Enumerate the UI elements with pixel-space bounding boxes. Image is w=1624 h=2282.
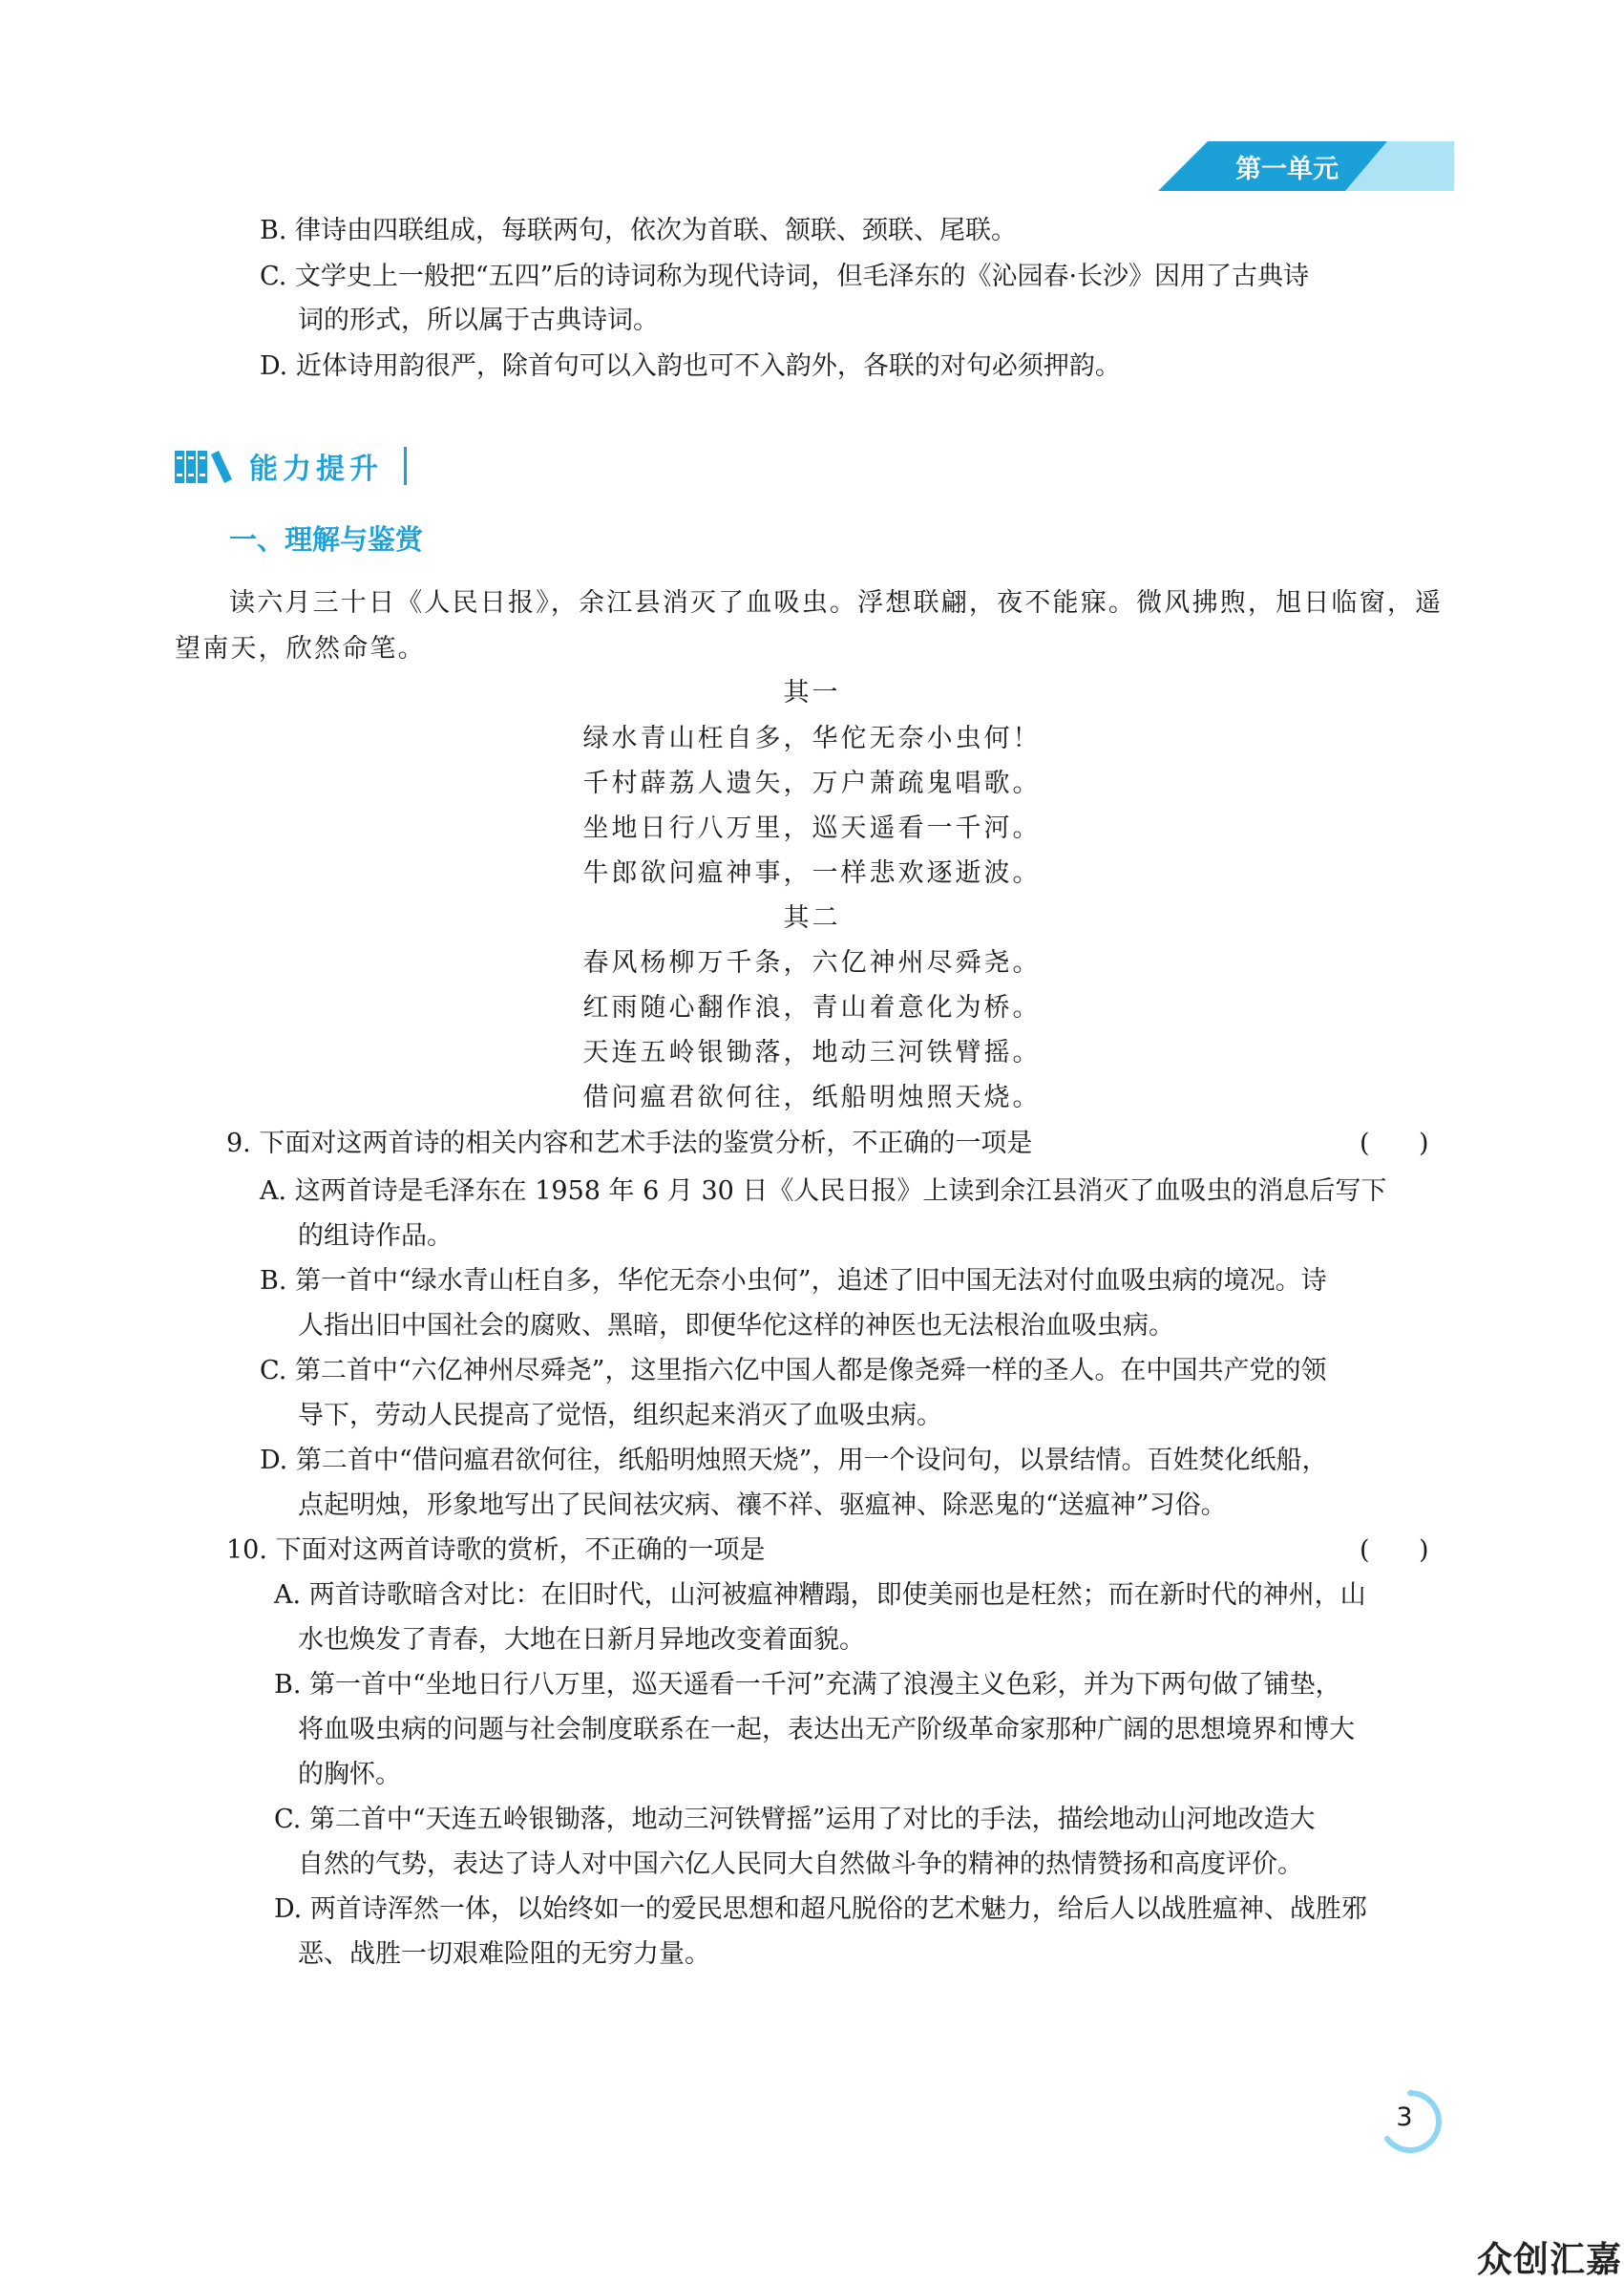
preface-line-1: 读六月三十日《人民日报》，余江县消灭了血吸虫。浮想联翩，夜不能寐。微风拂煦，旭日临窗，遥 — [229, 588, 1444, 618]
page-number: 3 — [1396, 2102, 1413, 2132]
poem1-line: 千村薜荔人遗矢，万户萧疏鬼唱歌。 — [582, 769, 1042, 798]
q10-option-c-cont: 自然的气势，表达了诗人对中国六亿人民同大自然做斗争的精神的热情赞扬和高度评价。 — [298, 1849, 1303, 1879]
poem2-line: 春风杨柳万千条，六亿神州尽舜尧。 — [582, 948, 1042, 978]
q10-answer-blank[interactable]: ( ) — [1360, 1535, 1429, 1565]
section-heading — [175, 441, 423, 487]
q9-option-a-cont: 的组诗作品。 — [298, 1221, 453, 1251]
poem2-line: 红雨随心翻作浪，青山着意化为桥。 — [582, 993, 1042, 1023]
q9-option-b-cont: 人指出旧中国社会的腐败、黑暗，即便华佗这样的神医也无法根治血吸虫病。 — [298, 1311, 1174, 1341]
prev-option-d: D. 近体诗用韵很严，除首句可以入韵也可不入韵外，各联的对句必须押韵。 — [260, 351, 1121, 381]
q10-option-b-cont2: 的胸怀。 — [298, 1760, 401, 1789]
poem2-line: 借问瘟君欲何往，纸船明烛照天烧。 — [582, 1083, 1042, 1112]
unit-label: 第一单元 — [1235, 155, 1339, 184]
q10-option-a: A. 两首诗歌暗含对比：在旧时代，山河被瘟神糟蹋，即使美丽也是枉然；而在新时代的神州，山 — [274, 1580, 1366, 1610]
q10-option-d-cont: 恶、战胜一切艰难险阻的无穷力量。 — [298, 1939, 710, 1969]
q10-option-d: D. 两首诗浑然一体，以始终如一的爱民思想和超凡脱俗的艺术魅力，给后人以战胜瘟神、战胜邪 — [274, 1894, 1367, 1924]
poem1-line: 坐地日行八万里，巡天遥看一千河。 — [582, 813, 1042, 843]
watermark: 众创汇嘉 — [1477, 2239, 1622, 2280]
subsection-title: 一、理解与鉴赏 — [229, 523, 424, 556]
q9-option-c: C. 第二首中“六亿神州尽舜尧”，这里指六亿中国人都是像尧舜一样的圣人。在中国共产党的领 — [260, 1356, 1327, 1385]
q9-option-d-cont: 点起明烛，形象地写出了民间祛灾病、禳不祥、驱瘟神、除恶鬼的“送瘟神”习俗。 — [298, 1490, 1227, 1520]
q10-option-b-cont: 将血吸虫病的问题与社会制度联系在一起，表达出无产阶级革命家那种广阔的思想境界和博大 — [298, 1715, 1355, 1744]
prev-option-b: B. 律诗由四联组成，每联两句，依次为首联、颔联、颈联、尾联。 — [260, 216, 1018, 245]
q9-stem: 9. 下面对这两首诗的相关内容和艺术手法的鉴赏分析，不正确的一项是 — [226, 1129, 1033, 1158]
poem2-title: 其二 — [783, 903, 841, 933]
poem2-line: 天连五岭银锄落，地动三河铁臂摇。 — [582, 1038, 1042, 1067]
poem1-title: 其一 — [783, 678, 841, 708]
q9-option-c-cont: 导下，劳动人民提高了觉悟，组织起来消灭了血吸虫病。 — [298, 1401, 942, 1430]
q10-stem: 10. 下面对这两首诗歌的赏析，不正确的一项是 — [226, 1535, 766, 1565]
q10-option-c: C. 第二首中“天连五岭银锄落，地动三河铁臂摇”运用了对比的手法，描绘地动山河地改造大 — [274, 1805, 1316, 1834]
page-number-badge — [1378, 2089, 1443, 2154]
unit-badge — [1158, 141, 1454, 191]
q10-option-a-cont: 水也焕发了青春，大地在日新月异地改变着面貌。 — [298, 1625, 865, 1655]
preface-line-2: 望南天，欣然命笔。 — [175, 634, 426, 664]
section-title: 能力提升 — [249, 453, 383, 486]
section-divider — [404, 447, 407, 485]
q9-answer-blank[interactable]: ( ) — [1360, 1129, 1429, 1158]
prev-option-c-cont: 词的形式，所以属于古典诗词。 — [298, 306, 659, 335]
q9-option-a: A. 这两首诗是毛泽东在 1958 年 6 月 30 日《人民日报》上读到余江县消灭了血吸虫的消息后写下 — [260, 1176, 1387, 1206]
books-icon — [175, 445, 240, 483]
q9-option-d: D. 第二首中“借问瘟君欲何往，纸船明烛照天烧”，用一个设问句，以景结情。百姓焚化纸船， — [260, 1446, 1328, 1475]
poem1-line: 牛郎欲问瘟神事，一样悲欢逐逝波。 — [582, 858, 1042, 888]
poem1-line: 绿水青山枉自多，华佗无奈小虫何！ — [582, 724, 1042, 753]
q10-option-b: B. 第一首中“坐地日行八万里，巡天遥看一千河”充满了浪漫主义色彩，并为下两句做了铺垫， — [274, 1670, 1341, 1700]
prev-option-c: C. 文学史上一般把“五四”后的诗词称为现代诗词，但毛泽东的《沁园春·长沙》因用了古典诗 — [260, 262, 1310, 291]
q9-option-b: B. 第一首中“绿水青山枉自多，华佗无奈小虫何”，追述了旧中国无法对付血吸虫病的境况。诗 — [260, 1266, 1327, 1296]
